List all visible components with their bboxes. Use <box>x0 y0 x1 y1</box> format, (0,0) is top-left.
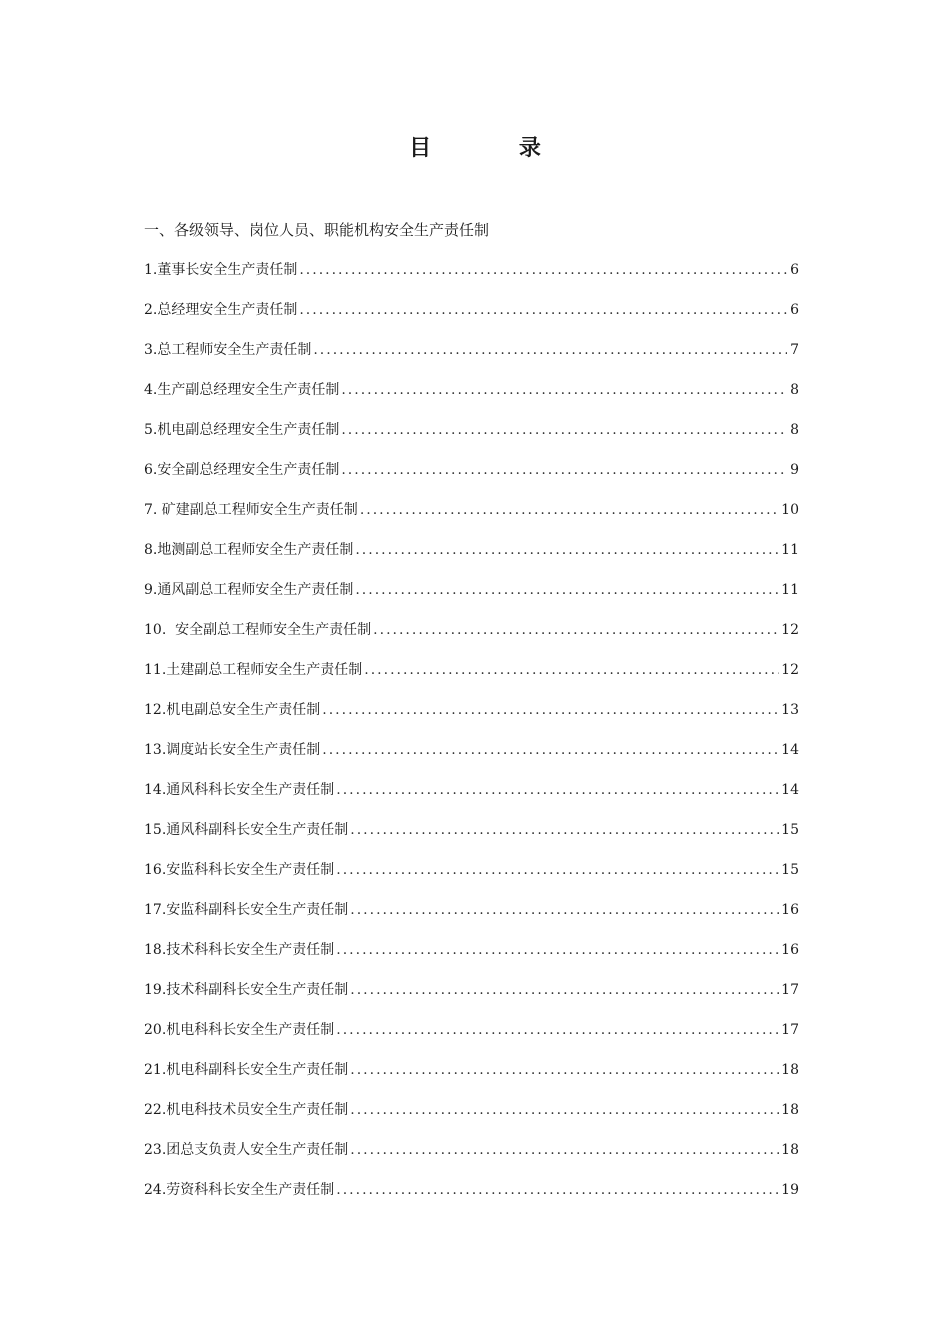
toc-entry-page-number: 6 <box>790 262 799 278</box>
toc-entry-page-number: 15 <box>781 862 799 878</box>
toc-entry[interactable] <box>144 778 799 818</box>
toc-entry-page-number: 18 <box>781 1142 799 1158</box>
toc-entry-page-number: 19 <box>781 1182 799 1198</box>
dot-leader <box>350 1058 779 1082</box>
toc-entry[interactable] <box>144 618 799 658</box>
toc-entry[interactable] <box>144 418 799 458</box>
dot-leader <box>373 618 779 642</box>
toc-entry-label: 24.劳资科科长安全生产责任制 <box>144 1182 335 1198</box>
toc-entry-label: 18.技术科科长安全生产责任制 <box>144 942 335 958</box>
toc-entry-page-number: 8 <box>790 422 799 438</box>
toc-entry-label: 10. 安全副总工程师安全生产责任制 <box>144 622 372 638</box>
toc-entry-label: 3.总工程师安全生产责任制 <box>144 342 312 358</box>
toc-entry-page-number: 18 <box>781 1062 799 1078</box>
dot-leader <box>355 578 779 602</box>
toc-entry-label: 9.通风副总工程师安全生产责任制 <box>144 582 354 598</box>
dot-leader <box>336 858 779 882</box>
toc-entry-page-number: 17 <box>781 982 799 998</box>
toc-entry-label: 21.机电科副科长安全生产责任制 <box>144 1062 349 1078</box>
section-heading: 一、各级领导、岗位人员、职能机构安全生产责任制 <box>144 221 490 239</box>
toc-entry[interactable] <box>144 298 799 338</box>
toc-entry-page-number: 17 <box>781 1022 799 1038</box>
toc-entry[interactable] <box>144 898 799 938</box>
toc-entry-page-number: 8 <box>790 382 799 398</box>
dot-leader <box>336 778 779 802</box>
toc-entry[interactable] <box>144 538 799 578</box>
toc-entry[interactable] <box>144 818 799 858</box>
dot-leader <box>341 458 787 482</box>
toc-entry-label: 22.机电科技术员安全生产责任制 <box>144 1102 349 1118</box>
dot-leader <box>336 938 779 962</box>
toc-entry-page-number: 7 <box>790 342 799 358</box>
toc-entry-label: 17.安监科副科长安全生产责任制 <box>144 902 349 918</box>
dot-leader <box>299 258 787 282</box>
toc-entry[interactable] <box>144 1058 799 1098</box>
toc-entry[interactable] <box>144 458 799 498</box>
dot-leader <box>350 1098 779 1122</box>
toc-entry-label: 14.通风科科长安全生产责任制 <box>144 782 335 798</box>
toc-entry-label: 20.机电科科长安全生产责任制 <box>144 1022 335 1038</box>
toc-entry[interactable] <box>144 338 799 378</box>
toc-entry-label: 19.技术科副科长安全生产责任制 <box>144 982 349 998</box>
toc-entry-label: 2.总经理安全生产责任制 <box>144 302 298 318</box>
dot-leader <box>360 498 779 522</box>
toc-entry-page-number: 13 <box>781 702 799 718</box>
toc-entry-page-number: 12 <box>781 662 799 678</box>
toc-list <box>144 258 799 1218</box>
toc-entry[interactable] <box>144 698 799 738</box>
dot-leader <box>341 418 787 442</box>
toc-entry-label: 13.调度站长安全生产责任制 <box>144 742 321 758</box>
dot-leader <box>341 378 787 402</box>
toc-entry-label: 1.董事长安全生产责任制 <box>144 262 298 278</box>
toc-entry[interactable] <box>144 738 799 778</box>
toc-entry-label: 7. 矿建副总工程师安全生产责任制 <box>144 502 358 518</box>
toc-entry-page-number: 14 <box>781 782 799 798</box>
dot-leader <box>322 738 779 762</box>
dot-leader <box>336 1018 779 1042</box>
page-title: 目 录 <box>409 135 581 161</box>
toc-entry-label: 12.机电副总安全生产责任制 <box>144 702 321 718</box>
toc-entry-label: 8.地测副总工程师安全生产责任制 <box>144 542 354 558</box>
toc-entry-page-number: 9 <box>790 462 799 478</box>
toc-entry[interactable] <box>144 1138 799 1178</box>
toc-entry-page-number: 11 <box>781 542 799 558</box>
toc-entry-page-number: 11 <box>781 582 799 598</box>
toc-entry-label: 23.团总支负责人安全生产责任制 <box>144 1142 349 1158</box>
toc-entry-label: 11.土建副总工程师安全生产责任制 <box>144 662 363 678</box>
dot-leader <box>350 1138 779 1162</box>
dot-leader <box>364 658 779 682</box>
dot-leader <box>355 538 779 562</box>
toc-entry-label: 6.安全副总经理安全生产责任制 <box>144 462 340 478</box>
dot-leader <box>350 898 779 922</box>
toc-entry-page-number: 10 <box>781 502 799 518</box>
dot-leader <box>313 338 787 362</box>
toc-entry-label: 5.机电副总经理安全生产责任制 <box>144 422 340 438</box>
toc-entry[interactable] <box>144 1098 799 1138</box>
toc-entry[interactable] <box>144 1178 799 1218</box>
toc-entry-label: 4.生产副总经理安全生产责任制 <box>144 382 340 398</box>
toc-entry[interactable] <box>144 858 799 898</box>
dot-leader <box>322 698 779 722</box>
toc-entry-page-number: 14 <box>781 742 799 758</box>
dot-leader <box>350 818 779 842</box>
dot-leader <box>299 298 787 322</box>
toc-entry[interactable] <box>144 378 799 418</box>
toc-entry-label: 15.通风科副科长安全生产责任制 <box>144 822 349 838</box>
toc-entry[interactable] <box>144 1018 799 1058</box>
toc-entry[interactable] <box>144 978 799 1018</box>
dot-leader <box>350 978 779 1002</box>
toc-entry-label: 16.安监科科长安全生产责任制 <box>144 862 335 878</box>
toc-entry-page-number: 18 <box>781 1102 799 1118</box>
toc-entry-page-number: 6 <box>790 302 799 318</box>
toc-entry-page-number: 16 <box>781 902 799 918</box>
toc-entry[interactable] <box>144 658 799 698</box>
toc-entry-page-number: 15 <box>781 822 799 838</box>
dot-leader <box>336 1178 779 1202</box>
toc-entry[interactable] <box>144 258 799 298</box>
toc-entry[interactable] <box>144 938 799 978</box>
toc-entry-page-number: 16 <box>781 942 799 958</box>
toc-entry-page-number: 12 <box>781 622 799 638</box>
toc-entry[interactable] <box>144 498 799 538</box>
toc-entry[interactable] <box>144 578 799 618</box>
